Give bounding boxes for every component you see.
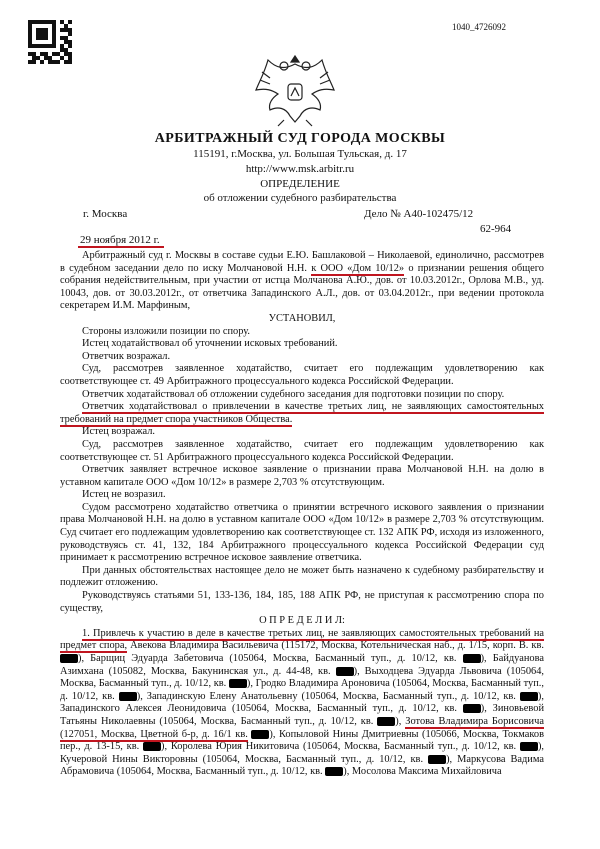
paragraph-5: Ответчик ходатайствовал об отложении судебного заседания для подготовки позиции по спору. xyxy=(82,388,505,400)
intro-highlight: к ООО «Дом 10/12» xyxy=(311,262,405,274)
item-1-text-c: ), Байдуанова Азимхана (105082, Москва, Бакунинская ул., д. 44-48, кв. xyxy=(60,653,544,677)
paragraph-8: Суд, рассмотрев заявленное ходатайство, считает его подлежащим удовлетворению как соответствующее ст. 51 Арбитражного процессуального кодекса Российской Федерации. xyxy=(60,438,544,463)
redacted-mark xyxy=(520,692,538,701)
city: г. Москва xyxy=(83,208,128,220)
redacted-mark xyxy=(251,730,269,739)
redacted-mark xyxy=(377,717,395,726)
item-1-text-d: ), Выходцева Эдуарда Львовича (105064, Москва, Басманный туп., д. 10/12, кв. xyxy=(60,665,545,690)
redacted-mark xyxy=(119,692,137,701)
intro-rest: о признании решения общего собрания недействительным, при участии от истца Молчанова А.Ю., дов. от 10.03.2012г., Орлова М.В., уд. 10043, дов. от 30.03.2012г., от ответчика Западинского А.Л., дов. от 03.04.2012г., при ведении протокола секретарем И.М. Марфиным, xyxy=(60,262,544,312)
qr-code-icon xyxy=(28,20,72,64)
redacted-mark xyxy=(229,679,247,688)
redacted-mark xyxy=(463,704,481,713)
item-1-text-n: ), Мосолова Максима Михайловича xyxy=(343,766,502,778)
document-date: 29 ноября 2012 г. xyxy=(78,234,164,248)
item-1 xyxy=(60,628,544,779)
court-name: АРБИТРАЖНЫЙ СУД ГОРОДА МОСКВЫ xyxy=(154,131,446,146)
court-website: http://www.msk.arbitr.ru xyxy=(245,163,355,175)
established-heading: УСТАНОВИЛ, xyxy=(268,312,336,324)
paragraph-1: Стороны изложили позиции по спору. xyxy=(82,325,251,337)
redacted-mark xyxy=(60,654,78,663)
redacted-mark xyxy=(325,767,343,776)
paragraph-7: Истец возражал. xyxy=(82,426,156,438)
redacted-mark xyxy=(463,654,481,663)
paragraph-12: При данных обстоятельствах настоящее дело не может быть назначено к судебному разбирательству и подлежит отложению. xyxy=(60,564,544,589)
coat-of-arms-icon xyxy=(254,50,336,128)
item-1-highlight: 1. Привлечь к участию в деле в качестве третьих лиц, не заявляющих самостоятельных требований на предмет спора, xyxy=(60,627,544,652)
determined-heading: О П Р Е Д Е Л И Л: xyxy=(259,615,345,627)
intro-text: Арбитражный суд г. Москвы в составе судьи Е.Ю. Башлаковой – Николаевой, единолично, рассмотрев в судебном заседании дело по иску Молчановой Н.Н. xyxy=(60,250,544,274)
document-subtitle: об отложении судебного разбирательства xyxy=(203,192,397,204)
item-1-highlight-2: Зотова Владимира Борисовича (127051, Москва, Цветной б-р, д. 16/1 кв. xyxy=(60,715,544,740)
case-number-2: 62-964 xyxy=(480,223,512,235)
item-1-text-g: ), Западинского Алексея Леонидовича (105064, Москва, Басманный туп., д. 10/12, кв. xyxy=(60,690,544,715)
paragraph-9: Ответчик заявляет встречное исковое заявление о признании права Молчановой Н.Н. на долю в уставном капитале ООО «Дом 10/12» в размере 2,703 % отсутствующим. xyxy=(60,464,544,488)
redacted-mark xyxy=(520,742,538,751)
paragraph-11: Судом рассмотрено ходатайство ответчика о принятии встречного искового заявления о признании права Молчановой Н.Н. на долю в уставном капитале ООО «Дом 10/12» в размере 2,703 % отсутствующим. Суд считает его подлежащим удовлетворению как соответствующее ст. 132 АПК РФ, исходя из изложенного, руководствуясь ст. 41, 132, 184 Арбитражного процессуального кодекса Российской Федерации суд принимает к рассмотрению встречное исковое заявление ответчика. xyxy=(60,501,544,564)
intro-paragraph xyxy=(60,250,544,313)
paragraph-6-highlight: Ответчик ходатайствовал о привлечении в качестве третьих лиц, не заявляющих самостоятельных требований на предмет спора участников Общества. xyxy=(60,401,544,425)
item-1-text-f: ), Западинскую Елену Анатольевну (105064, Москва, Басманный туп., д. 10/12, кв. xyxy=(136,690,516,702)
redacted-mark xyxy=(428,755,446,764)
paragraph-3: Ответчик возражал. xyxy=(82,350,171,362)
item-1-text-m: ), Маркусова Вадима Абрамовича (105064, Москва, Басманный туп., д. 10/12, кв. xyxy=(60,753,544,778)
item-1-text-l: ), Кучеровой Нины Викторовны (105064, Москва, Басманный туп., д. 10/12, кв. xyxy=(60,741,544,765)
paragraph-13: Руководствуясь статьями 51, 133-136, 184, 185, 188 АПК РФ, не приступая к рассмотрению спора по существу, xyxy=(60,590,544,614)
document-type: ОПРЕДЕЛЕНИЕ xyxy=(260,178,340,190)
case-number: Дело № А40-102475/12 xyxy=(364,208,474,220)
item-1-text-k: ), Королева Юрия Никитовича (105064, Москва, Басманный туп., д. 10/12, кв. xyxy=(161,741,517,753)
redacted-mark xyxy=(336,667,354,676)
item-1-text-e: ), Гродко Владимира Ароновича (105064, Москва, Басманный туп., д. 10/12, кв. xyxy=(60,678,544,702)
item-1-text-a: Авекова Владимира Васильевича (115172, Москва, Котельническая наб., д. 1/15, корп. В. кв. xyxy=(130,640,544,652)
document-body xyxy=(60,250,544,779)
paragraph-10: Истец не возразил. xyxy=(82,489,166,501)
court-address: 115191, г.Москва, ул. Большая Тульская, д. 17 xyxy=(193,148,407,160)
item-1-text-i: ), xyxy=(395,715,402,727)
paragraph-2: Истец ходатайствовал об уточнении исковых требований. xyxy=(82,338,338,350)
redacted-mark xyxy=(143,742,161,751)
paragraph-4: Суд, рассмотрев заявленное ходатайство, считает его подлежащим удовлетворению как соответствующее ст. 49 Арбитражного процессуального кодекса Российской Федерации. xyxy=(60,363,544,387)
document-id: 1040_4726092 xyxy=(452,22,506,32)
paragraph-6 xyxy=(60,401,544,426)
item-1-text-j: ), Копыловой Нины Дмитриевны (105066, Москва, Токмаков пер., д. 13-15, кв. xyxy=(60,728,544,753)
item-1-text-b: ), Барщиц Эдуарда Забетовича (105064, Москва, Басманный туп., д. 10/12, кв. xyxy=(78,653,457,664)
item-1-text-h: ), Зиновьевой Татьяны Николаевны (105064, Москва, Басманный туп., д. 10/12, кв. xyxy=(60,703,544,727)
